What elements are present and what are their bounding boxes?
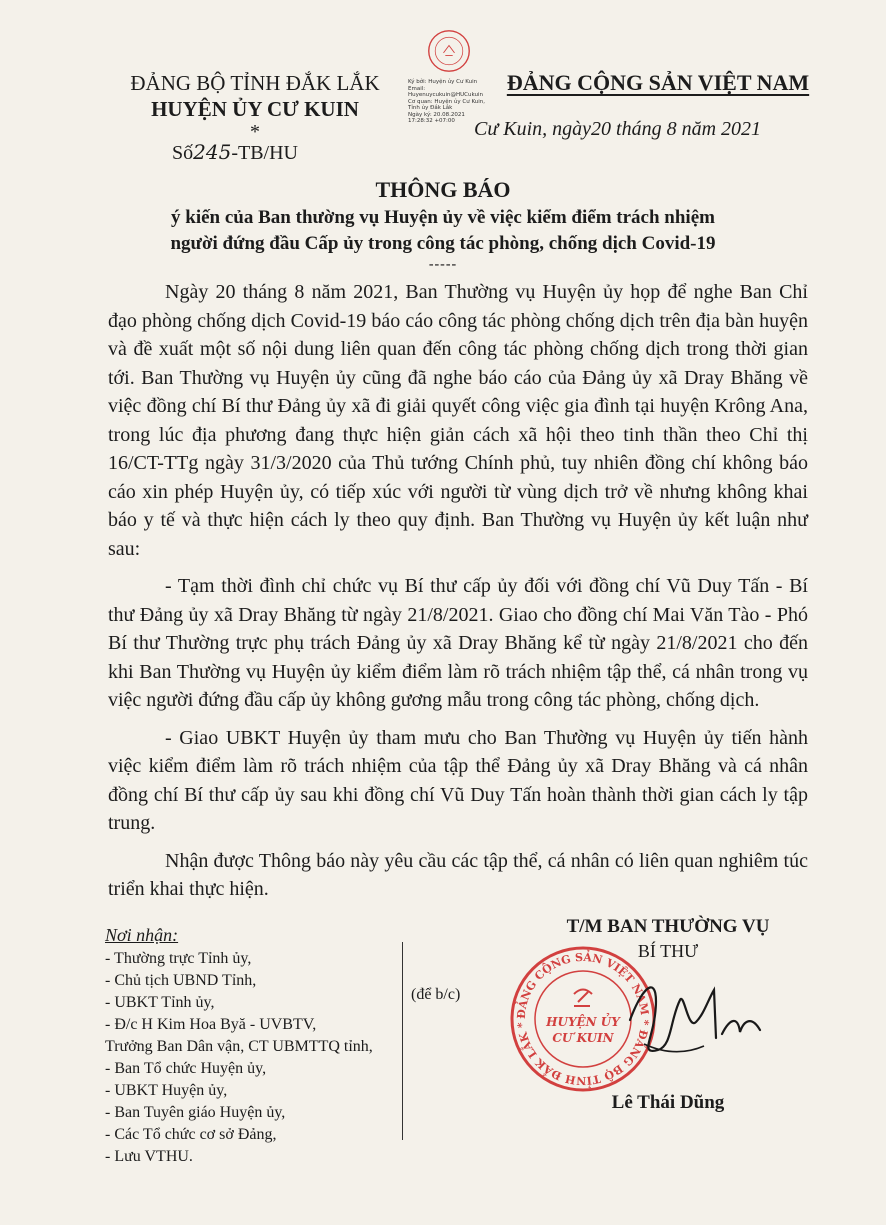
signature-role: BÍ THƯ bbox=[637, 941, 699, 961]
date-month: 8 bbox=[666, 118, 677, 140]
signer-name: Lê Thái Dũng bbox=[611, 1092, 725, 1113]
recipients-bracket bbox=[402, 942, 403, 1140]
recipients-note: (để b/c) bbox=[411, 986, 461, 1003]
doc-no-prefix: Số bbox=[172, 142, 194, 164]
recipient-item: - Đ/c H Kim Hoa Byă - UVBTV, bbox=[105, 1016, 317, 1033]
recipient-item: Trưởng Ban Dân vận, CT UBMTTQ tỉnh, bbox=[105, 1038, 373, 1055]
document-number bbox=[172, 140, 298, 165]
mini-seal-icon bbox=[426, 28, 472, 74]
doc-no-handwritten: 245 bbox=[193, 140, 232, 164]
esign-line: Cơ quan: Huyện ủy Cư Kuin, bbox=[408, 98, 486, 105]
esign-line: Tỉnh ủy Đắk Lắk bbox=[408, 105, 453, 111]
document-body bbox=[108, 278, 808, 913]
body-paragraph: - Tạm thời đình chỉ chức vụ Bí thư cấp ủy đối với đồng chí Vũ Duy Tấn - Bí thư Đảng ủy xã Dray Bhăng từ ngày 21/8/2021. Giao cho đồng chí Mai Văn Tào - Phó Bí thư Thường trực phụ trách Đảng ủy xã Dray Bhăng kể từ ngày 21/8/2021 cho đến khi Ban Thường vụ Huyện ủy kiểm điểm làm rõ trách nhiệm tập thể, cá nhân trong vụ việc người đứng đầu cấp ủy không gương mẫu trong công tác phòng, chống dịch. bbox=[108, 575, 808, 711]
date-month-label: tháng bbox=[611, 118, 667, 140]
body-paragraph: Ngày 20 tháng 8 năm 2021, Ban Thường vụ Huyện ủy họp để nghe Ban Chỉ đạo phòng chống dịch Covid-19 báo cáo công tác phòng chống dịch trên địa bàn huyện và đề xuất một số nội dung liên quan đến công tác phòng chống dịch trong thời gian tới. Ban Thường vụ Huyện ủy cũng đã nghe báo cáo của Đảng ủy xã Dray Bhăng về việc đồng chí Bí thư Đảng ủy xã đi giải quyết công việc gia đình tại huyện Krông Ana, trong lúc địa phương đang thực hiện giản cách xã hội theo tinh thần theo Chỉ thị 16/CT-TTg ngày 31/3/2020 của Thủ tướng Chính phủ, tuy nhiên đồng chí không báo cáo xin phép Huyện ủy, có tiếp xúc với người từ vùng dịch trở về nhưng không khai báo y tế và thực hiện cách ly theo quy định. Ban Thường vụ Huyện ủy kết luận như sau: bbox=[108, 281, 808, 560]
org-line-2: HUYỆN ỦY CƯ KUIN bbox=[151, 97, 359, 121]
document-title: THÔNG BÁO bbox=[375, 177, 511, 202]
date-place: Cư Kuin, ngày bbox=[474, 118, 592, 140]
esign-line: Email: bbox=[408, 85, 426, 92]
handwritten-signature-icon bbox=[600, 960, 790, 1070]
signature-on-behalf: T/M BAN THƯỜNG VỤ bbox=[566, 916, 770, 937]
party-name: ĐẢNG CỘNG SẢN VIỆT NAM bbox=[506, 70, 810, 95]
title-divider: ----- bbox=[428, 257, 458, 272]
document-subtitle-1: ý kiến của Ban thường vụ Huyện ủy về việc kiểm điểm trách nhiệm bbox=[171, 207, 715, 228]
document-subtitle-2: người đứng đầu Cấp ủy trong công tác phòng, chống dịch Covid-19 bbox=[170, 233, 716, 254]
org-star: * bbox=[250, 121, 260, 143]
body-paragraph: - Giao UBKT Huyện ủy tham mưu cho Ban Thường vụ Huyện ủy tiến hành việc kiểm điểm làm rõ trách nhiệm của tập thể Đảng ủy xã Dray Bhăng và cá nhân đồng chí Bí thư cấp ủy sau khi đồng chí Vũ Duy Tấn hoàn thành thời gian cách ly tập trung. bbox=[108, 726, 808, 834]
seal-ring-text: ĐẢNG CỘNG SẢN VIỆT NAM * ĐẢNG BỘ TỈNH ĐẮK LẮK * bbox=[514, 950, 652, 1088]
recipient-item: - Các Tổ chức cơ sở Đảng, bbox=[105, 1126, 277, 1143]
recipient-item: - Ban Tuyên giáo Huyện ủy, bbox=[105, 1104, 286, 1121]
issuing-organization bbox=[110, 70, 400, 143]
recipient-item: - UBKT Tỉnh ủy, bbox=[105, 994, 215, 1011]
recipient-item: - Lưu VTHU. bbox=[105, 1148, 193, 1165]
esign-line: Ký bởi: Huyện ủy Cư Kuin bbox=[408, 79, 478, 85]
body-paragraph: Nhận được Thông báo này yêu cầu các tập thể, cá nhân có liên quan nghiêm túc triển khai thực hiện. bbox=[108, 849, 808, 900]
document-title-block bbox=[60, 175, 826, 273]
date-year: năm 2021 bbox=[676, 118, 762, 140]
recipient-item: - Ban Tổ chức Huyện ủy, bbox=[105, 1060, 267, 1077]
date-day: 20 bbox=[591, 118, 612, 140]
seal-center-line-1: HUYỆN ỦY bbox=[546, 1015, 620, 1029]
recipients-heading: Nơi nhận: bbox=[105, 925, 179, 945]
esign-line: Huyenuycukuin@HUCukuin bbox=[408, 92, 484, 98]
recipient-item: - Thường trực Tỉnh ủy, bbox=[105, 950, 252, 967]
esign-line: Ngày ký: 20.08.2021 bbox=[408, 111, 465, 118]
esign-line: 17:28:32 +07:00 bbox=[408, 118, 455, 124]
recipients-list bbox=[105, 924, 425, 1168]
seal-center-line-2: CƯ KUIN bbox=[552, 1031, 614, 1045]
recipient-item: - UBKT Huyện ủy, bbox=[105, 1082, 228, 1099]
org-line-1: ĐẢNG BỘ TỈNH ĐẮK LẮK bbox=[130, 71, 380, 95]
doc-no-suffix: -TB/HU bbox=[231, 142, 298, 164]
digital-signature-stamp bbox=[408, 28, 488, 125]
recipient-item: - Chủ tịch UBND Tỉnh, bbox=[105, 972, 257, 989]
date-line bbox=[474, 118, 761, 141]
